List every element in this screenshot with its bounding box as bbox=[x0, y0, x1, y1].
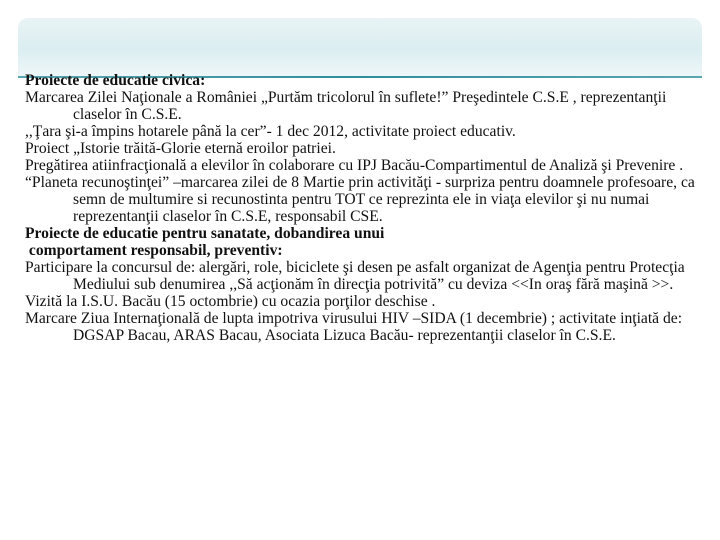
text-line: Vizită la I.S.U. Bacău (15 octombrie) cu ocazia porţilor deschise . bbox=[25, 293, 436, 310]
heading-civic-education: Proiecte de educatie civica: bbox=[25, 72, 206, 89]
text-line: Marcarea Zilei Naţionale a României „Purtăm tricolorul în suflete!” Preşedintele C.S.E , reprezentanţii claselor în C.S.E. bbox=[25, 89, 667, 123]
heading-health-education: Proiecte de educatie pentru sanatate, dobandirea unui bbox=[25, 225, 385, 242]
slide-body-text bbox=[25, 72, 715, 344]
text-line: ,,Ţara şi-a împins hotarele până la cer”- 1 dec 2012, activitate proiect educativ. bbox=[25, 123, 516, 140]
text-line: Marcare Ziua Internaţională de lupta impotriva virusului HIV –SIDA (1 decembrie) ; activitate inţiată de: DGSAP Bacau, ARAS Bacau, Asociata Lizuca Bacău- reprezentanţii claselor în C.S.E. bbox=[25, 310, 683, 344]
slide-header-band bbox=[18, 18, 702, 76]
heading-health-education-cont: comportament responsabil, preventiv: bbox=[25, 242, 283, 259]
text-line: Proiect „Istorie trăită-Glorie eternă eroilor patriei. bbox=[25, 140, 336, 157]
text-line: “Planeta recunoştinţei” –marcarea zilei de 8 Martie prin activităţi - surpriza pentru doamnele profesoare, ca semn de multumire si recunostinta pentru TOT ce reprezinta ele in viaţa elevilor şi nu numai reprezentanţii claselor în C.S.E, responsabil CSE. bbox=[25, 174, 695, 225]
text-line: Participare la concursul de: alergări, role, biciclete şi desen pe asfalt organizat de Agenţia pentru Protecţia Mediului sub denumirea ,,Să acţionăm în direcţia potrivită” cu deviza <<In oraş fără maşină >>. bbox=[25, 259, 685, 293]
text-line: Pregătirea atiinfracţională a elevilor în colaborare cu IPJ Bacău-Compartimentul de Analiză şi Prevenire . bbox=[25, 157, 684, 174]
